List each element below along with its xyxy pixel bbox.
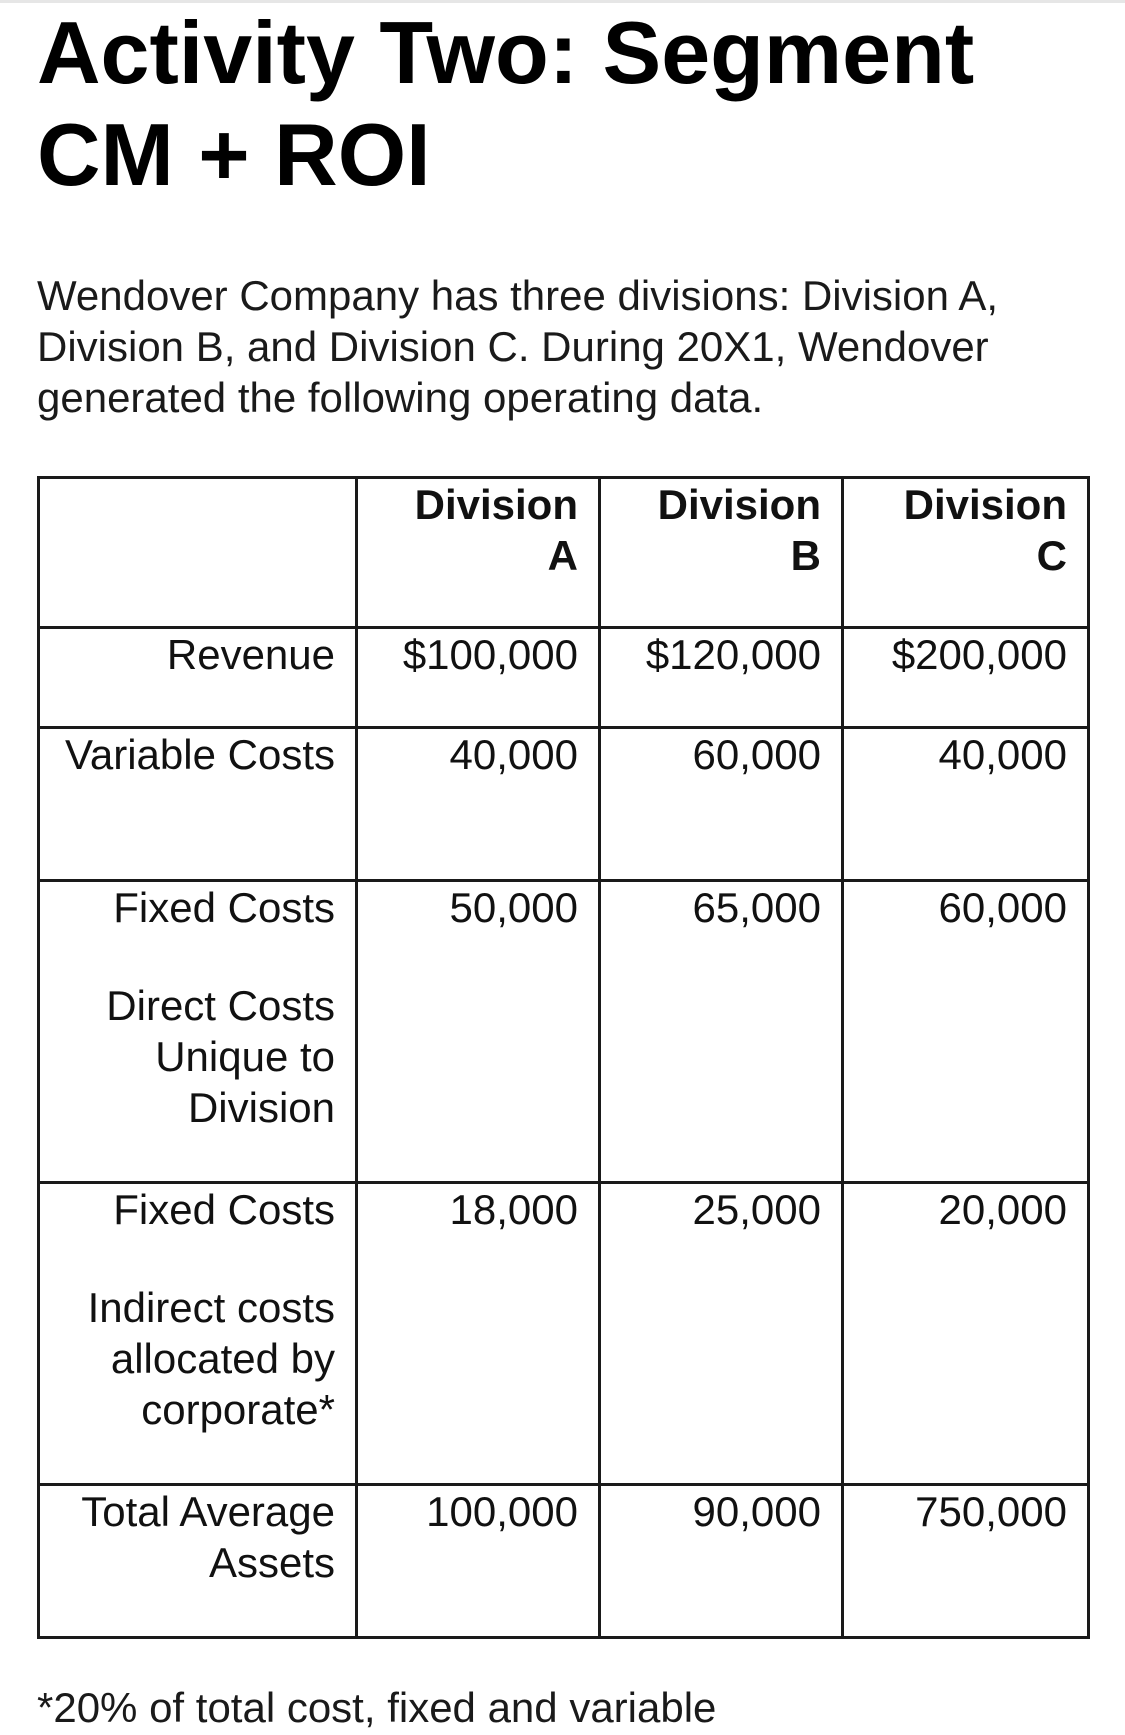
- row-label: Fixed Costs: [113, 884, 335, 931]
- table-row-fixed-indirect-costs: [39, 1183, 1089, 1485]
- row-sublabel: Direct Costs Unique to Division: [106, 982, 335, 1131]
- header-division-c: Division C: [843, 478, 1089, 628]
- value-division-b: $120,000: [600, 628, 843, 728]
- row-label: Revenue: [39, 628, 357, 728]
- table-row-fixed-direct-costs: [39, 881, 1089, 1183]
- intro-paragraph: Wendover Company has three divisions: Division A, Division B, and Division C. During 20X1, Wendover generated the following operating data.: [37, 272, 999, 421]
- table-header-row: [39, 478, 1089, 628]
- table-row-revenue: [39, 628, 1089, 728]
- value-division-b: 65,000: [600, 881, 843, 1183]
- row-label-cell: [39, 1183, 357, 1485]
- value-division-c: 40,000: [843, 728, 1089, 881]
- value-division-a: 100,000: [357, 1485, 600, 1638]
- value-division-a: $100,000: [357, 628, 600, 728]
- footnote: *20% of total cost, fixed and variable: [37, 1684, 717, 1731]
- value-division-c: 60,000: [843, 881, 1089, 1183]
- value-division-a: 50,000: [357, 881, 600, 1183]
- row-label: Total Average Assets: [39, 1485, 357, 1638]
- value-division-c: 20,000: [843, 1183, 1089, 1485]
- row-sublabel: Indirect costs allocated by corporate*: [87, 1284, 335, 1433]
- row-label: Fixed Costs: [113, 1186, 335, 1233]
- page-title: Activity Two: Segment CM + ROI: [37, 3, 975, 204]
- value-division-c: $200,000: [843, 628, 1089, 728]
- value-division-c: 750,000: [843, 1485, 1089, 1638]
- row-label-cell: [39, 881, 357, 1183]
- table-row-total-average-assets: [39, 1485, 1089, 1638]
- row-label: Variable Costs: [39, 728, 357, 881]
- operating-data-table: [37, 476, 1090, 1639]
- header-division-a: Division A: [357, 478, 600, 628]
- value-division-a: 40,000: [357, 728, 600, 881]
- table-row-variable-costs: [39, 728, 1089, 881]
- value-division-b: 60,000: [600, 728, 843, 881]
- value-division-b: 25,000: [600, 1183, 843, 1485]
- header-cell-empty: [39, 478, 357, 628]
- value-division-a: 18,000: [357, 1183, 600, 1485]
- header-division-b: Division B: [600, 478, 843, 628]
- value-division-b: 90,000: [600, 1485, 843, 1638]
